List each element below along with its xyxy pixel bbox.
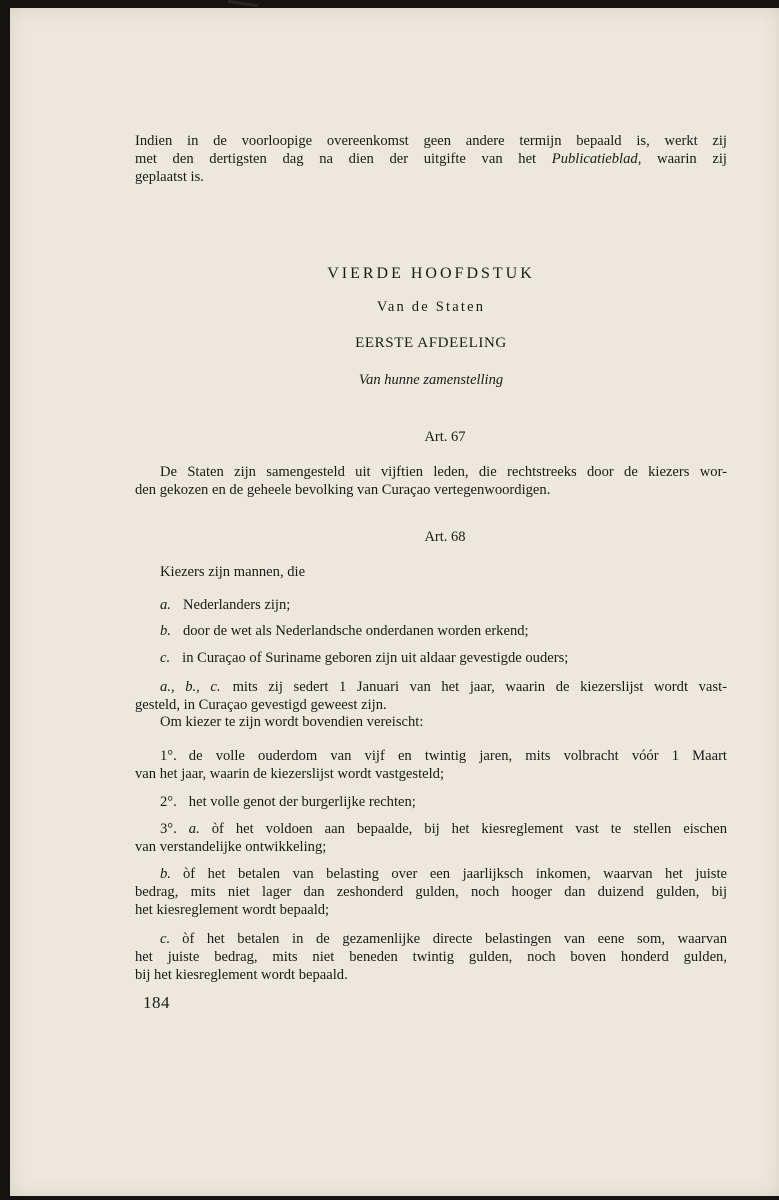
list-item: a. Nederlanders zijn; (160, 597, 291, 613)
art-68-heading: Art. 68 (424, 529, 466, 545)
req-3c-line-1: c. òf het betalen in de gezamenlijke directe belastingen van eene som, waarvan (160, 931, 727, 947)
art-67-heading: Art. 67 (424, 429, 466, 445)
req-3a-line-1: 3°. a. òf het voldoen aan bepaalde, bij het kiesreglement vast te stellen eischen (160, 821, 727, 837)
req-3b-line-1: b. òf het betalen van belasting over een jaarlijksch inkomen, waarvan het juiste (160, 866, 727, 882)
abc-line-2: gesteld, in Curaçao gevestigd geweest zijn. (135, 697, 387, 713)
section-subtitle: Van hunne zamenstelling (358, 372, 504, 388)
scan-mark (228, 0, 258, 7)
art-67-line-2: den gekozen en de geheele bevolking van Curaçao vertegenwoordigen. (135, 482, 551, 498)
req-3c-line-2: het juiste bedrag, mits niet beneden twintig gulden, noch boven honderd gulden, (135, 949, 727, 965)
req-3b-line-2: bedrag, mits niet lager dan zeshonderd gulden, noch hooger dan duizend gulden, bij (135, 884, 727, 900)
req-3c-line-3: bij het kiesreglement wordt bepaald. (135, 967, 348, 983)
req-3a-line-2: van verstandelijke ontwikkeling; (135, 839, 327, 855)
req-2: 2°. het volle genot der burgerlijke rechten; (160, 794, 416, 810)
intro-line-2: met den dertigsten dag na dien der uitgifte van het Publicatieblad, waarin zij (135, 151, 727, 167)
intro-line-3: geplaatst is. (135, 169, 204, 185)
abc-line-1: a., b., c. mits zij sedert 1 Januari van het jaar, waarin de kiezerslijst wordt vast- (160, 679, 727, 695)
chapter-subtitle: Van de Staten (376, 299, 486, 315)
art-67-line-1: De Staten zijn samengesteld uit vijftien leden, die rechtstreeks door de kiezers wor- (160, 464, 727, 480)
list-item: c. in Curaçao of Suriname geboren zijn uit aldaar gevestigde ouders; (160, 650, 569, 666)
extra-requirements: Om kiezer te zijn wordt bovendien vereischt: (160, 714, 424, 730)
chapter-title: VIERDE HOOFDSTUK (327, 265, 535, 282)
art-68-intro: Kiezers zijn mannen, die (160, 564, 306, 580)
req-1-line-1: 1°. de volle ouderdom van vijf en twintig jaren, mits volbracht vóór 1 Maart (160, 748, 727, 764)
intro-line-1: Indien in de voorloopige overeenkomst geen andere termijn bepaald is, werkt zij (135, 133, 727, 149)
req-3b-line-3: het kiesreglement wordt bepaald; (135, 902, 330, 918)
page-number: 184 (143, 993, 170, 1012)
list-item: b. door de wet als Nederlandsche onderdanen worden erkend; (160, 623, 529, 639)
req-1-line-2: van het jaar, waarin de kiezerslijst wordt vastgesteld; (135, 766, 445, 782)
section-title: EERSTE AFDEELING (355, 335, 507, 351)
